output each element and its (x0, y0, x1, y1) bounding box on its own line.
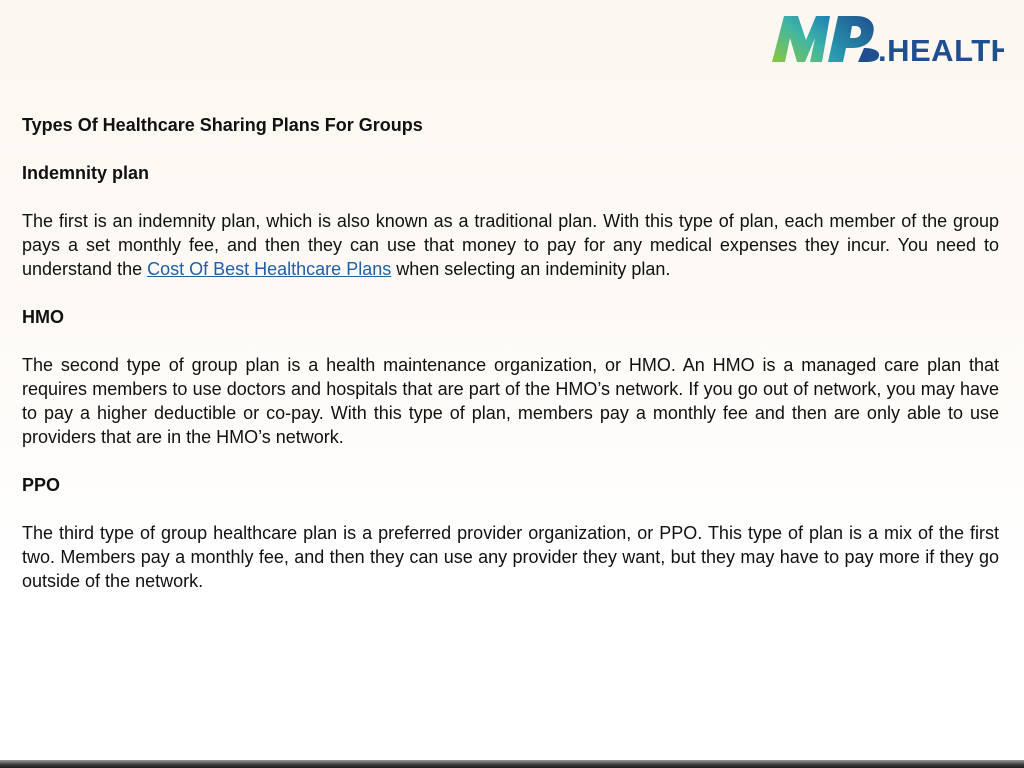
logo-b-shape (858, 48, 879, 62)
logo-word: .HEALTH (878, 33, 1004, 66)
mp-health-logo (772, 14, 1004, 66)
article-content (22, 113, 999, 617)
section-paragraph-indemnity (22, 209, 999, 281)
indemnity-text-after-link: when selecting an indeminity plan. (391, 259, 671, 279)
section-heading-hmo: HMO (22, 307, 64, 327)
indemnity-text-before-link: The first is an indemnity plan, which is also known as a traditional plan. With this type of plan, each member of the group pays a set monthly fee, and then they can use that money to pay for any medical expenses they incur. You need to understand the (22, 211, 999, 279)
section-heading-ppo: PPO (22, 475, 61, 495)
mp-health-logo-graphic (772, 14, 1004, 66)
section-heading-indemnity: Indemnity plan (22, 163, 150, 183)
bottom-divider-bar (0, 760, 1024, 768)
logo-m-shape (772, 16, 830, 62)
section-paragraph-hmo: The second type of group plan is a health maintenance organization, or HMO. An HMO is a managed care plan that requires members to use doctors and hospitals that are part of the HMO’s network. If you go out of network, you may have to pay a higher deductible or co-pay. With this type of plan, members pay a monthly fee and then are only able to use providers that are in the HMO’s network. (22, 355, 999, 447)
section-paragraph-ppo: The third type of group healthcare plan is a preferred provider organization, or PPO. This type of plan is a mix of the first two. Members pay a monthly fee, and then they can use any provider they want, but they may have to pay more if they go outside of the network. (22, 523, 999, 591)
article-title: Types Of Healthcare Sharing Plans For Groups (22, 115, 423, 135)
cost-of-best-healthcare-plans-link[interactable]: Cost Of Best Healthcare Plans (147, 259, 392, 279)
